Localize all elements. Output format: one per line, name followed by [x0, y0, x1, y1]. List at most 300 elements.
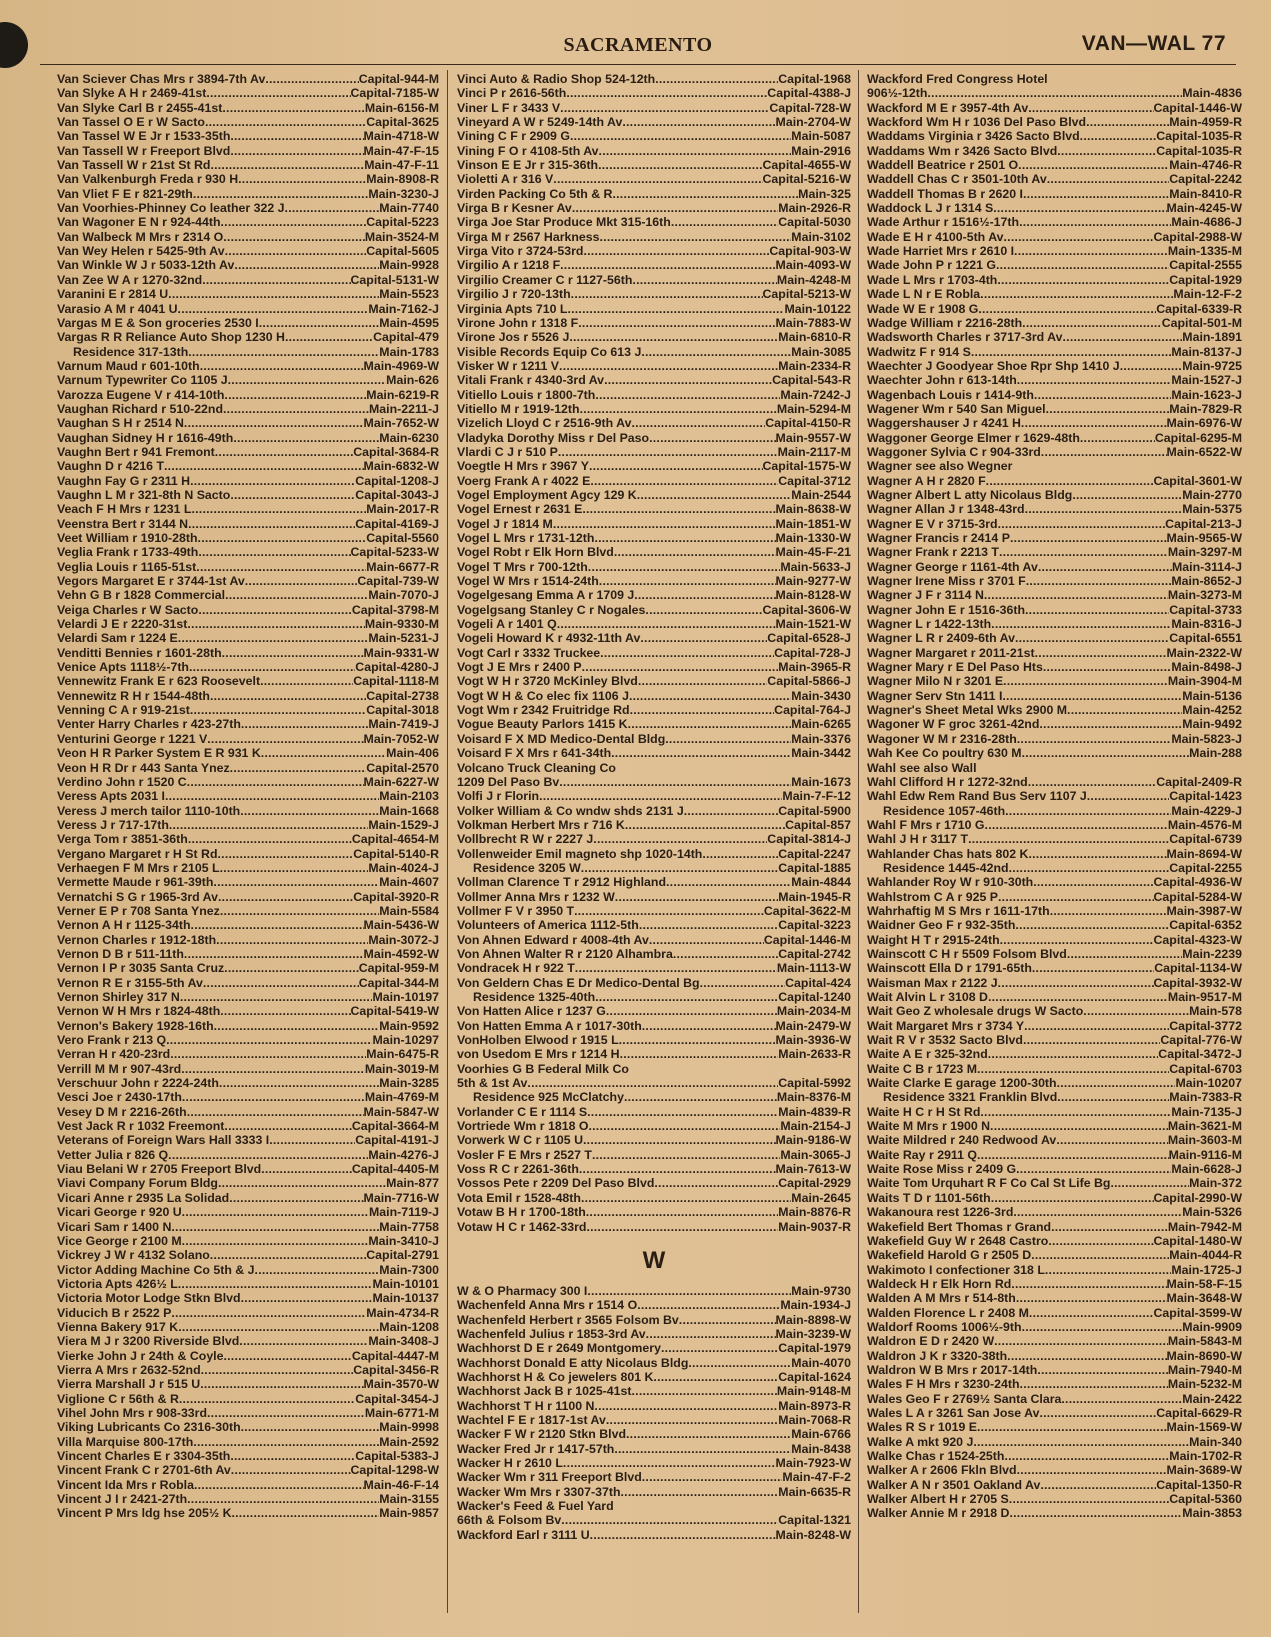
listing-entry: [457, 746, 851, 760]
listing-name: 1209 Del Paso Bv: [457, 774, 560, 789]
listing-phone: Capital-4150-R: [765, 416, 851, 431]
listing-phone: Main-3603-M: [1167, 1133, 1242, 1148]
listing-entry: [57, 1090, 439, 1104]
leader-dots: [998, 976, 1154, 990]
listing-phone: Capital-3712: [778, 473, 851, 488]
leader-dots: [580, 402, 777, 416]
listing-phone: Capital-944-M: [358, 72, 439, 86]
listing-entry: [457, 1384, 851, 1398]
listing-entry: [57, 1478, 439, 1492]
listing-entry: [867, 732, 1242, 746]
listing-entry: [457, 918, 851, 932]
listing-phone: Main-1521-W: [775, 617, 851, 632]
leader-dots: [285, 330, 373, 344]
listing-phone: Capital-2555: [1169, 258, 1242, 273]
leader-dots: [977, 1062, 1169, 1076]
listing-phone: Main-5294-M: [776, 401, 851, 416]
listing-entry: [57, 1449, 439, 1463]
leader-dots: [639, 918, 778, 932]
leader-dots: [590, 1528, 776, 1542]
listing-entry: [867, 531, 1242, 545]
listing-entry: [867, 144, 1242, 158]
listing-phone: Main-47-F-11: [364, 158, 439, 173]
leader-dots: [1025, 603, 1169, 617]
listing-entry: [457, 933, 851, 947]
listing-phone: Main-3965-R: [778, 660, 851, 675]
listing-name: Vaughn L M r 321-8th N Sacto: [57, 487, 231, 502]
listing-entry: [57, 316, 439, 330]
leader-dots: [581, 861, 779, 875]
listing-name: Veenstra Bert r 3144 N: [57, 516, 189, 531]
listing-entry: [57, 1406, 439, 1420]
listing-phone: Main-9330-M: [364, 617, 439, 632]
listing-column-3: [867, 72, 1242, 1609]
listing-phone: Main-6227-W: [363, 774, 439, 789]
leader-dots: [1004, 1449, 1169, 1463]
listing-name: Van Winkle W J r 5033-12th Av: [57, 258, 235, 273]
leader-dots: [988, 1047, 1159, 1061]
listing-entry: [867, 617, 1242, 631]
listing-phone: Capital-5233-W: [350, 545, 439, 560]
listing-phone: Main-1330-W: [775, 531, 851, 545]
leader-dots: [649, 933, 764, 947]
listing-name: Volunteers of America 1112-5th: [457, 918, 639, 933]
listing-entry: [57, 244, 439, 258]
leader-dots: [224, 1119, 351, 1133]
leader-dots: [991, 617, 1171, 631]
listing-entry: [57, 761, 439, 775]
listing-phone: Capital-857: [785, 817, 851, 832]
listing-name: 66th & Folsom Bv: [457, 1513, 562, 1528]
leader-dots: [567, 302, 784, 316]
listing-phone: Capital-3601-W: [1153, 473, 1242, 488]
listing-name: Wagner Irene Miss r 3701 F: [867, 574, 1026, 589]
leader-dots: [980, 1105, 1171, 1119]
listing-name: Wagoner W F groc 3261-42nd: [867, 717, 1040, 732]
leader-dots: [991, 1191, 1154, 1205]
leader-dots: [223, 1349, 351, 1363]
listing-entry: [867, 1062, 1242, 1076]
listing-entry: [457, 1284, 851, 1298]
listing-entry: [867, 86, 1242, 100]
leader-dots: [988, 990, 1168, 1004]
listing-name: Vincent Frank C r 2701-6th Av: [57, 1463, 231, 1478]
leader-dots: [583, 1133, 776, 1147]
listing-name: Van Tassell W r 21st St Rd: [57, 158, 211, 173]
listing-name: Vaughn D r 4216 T: [57, 459, 165, 474]
listing-phone: Main-6230: [379, 430, 439, 445]
listing-name: Vernon Shirley 317 N: [57, 990, 180, 1004]
leader-dots: [224, 388, 366, 402]
listing-phone: Main-7758: [379, 1219, 439, 1234]
leader-dots: [218, 847, 354, 861]
listing-name: Wade W E r 1908 G: [867, 301, 979, 316]
listing-name: Victoria Motor Lodge Stkn Blvd: [57, 1291, 241, 1306]
listing-name: Waddell Chas C r 3501-10th Av: [867, 172, 1047, 187]
leader-dots: [1067, 947, 1182, 961]
listing-name: Vegors Margaret E r 3744-1st Av: [57, 574, 245, 589]
listing-entry: [57, 302, 439, 316]
leader-dots: [595, 388, 780, 402]
leader-dots: [1017, 732, 1172, 746]
listing-phone: Main-5232-M: [1167, 1377, 1242, 1392]
leader-dots: [245, 574, 358, 588]
listing-phone: Capital-5383-J: [355, 1449, 439, 1463]
listing-name: Wahl J H r 3117 T: [867, 832, 969, 847]
listing-entry: [457, 574, 851, 588]
listing-name: Waggoner Sylvia C r 904-33rd: [867, 444, 1041, 459]
listing-entry: [57, 904, 439, 918]
listing-name: Verschuur John r 2224-24th: [57, 1076, 219, 1091]
listing-entry: [457, 847, 851, 861]
leader-dots: [168, 287, 379, 301]
leader-dots: [1028, 775, 1157, 789]
listing-entry: [457, 1470, 851, 1484]
leader-dots: [630, 703, 775, 717]
listing-phone: Main-5326: [1182, 1205, 1242, 1220]
leader-dots: [206, 86, 350, 100]
listing-name: Virden Packing Co 5th & R: [457, 186, 613, 201]
listing-entry: [457, 961, 851, 975]
listing-entry: [867, 1334, 1242, 1348]
listing-phone: Capital-1350-R: [1156, 1477, 1242, 1492]
leader-dots: [996, 258, 1169, 272]
listing-entry: [867, 1263, 1242, 1277]
listing-name: Vineyard A W r 5249-14th Av: [457, 115, 623, 130]
leader-dots: [1057, 1076, 1176, 1090]
listing-phone: Main-9998: [379, 1420, 439, 1435]
leader-dots: [1017, 373, 1172, 387]
listing-name: Vinci P r 2616-56th: [457, 86, 567, 101]
listing-entry: [57, 1248, 439, 1262]
listing-phone: Main-2704-W: [775, 115, 851, 130]
listing-phone: Capital-1134-W: [1154, 961, 1242, 976]
listing-entry: [57, 1176, 439, 1190]
listing-phone: Capital-4447-M: [351, 1348, 439, 1363]
leader-dots: [182, 1090, 365, 1104]
leader-dots: [210, 158, 364, 172]
listing-phone: Main-7419-J: [368, 717, 439, 732]
leader-dots: [1013, 1205, 1182, 1219]
listing-name: Residence 925 McClatchy: [473, 1090, 624, 1105]
listing-name: Votaw B H r 1700-18th: [457, 1205, 586, 1220]
listing-name: Verner E P r 708 Santa Ynez: [57, 903, 220, 918]
listing-phone: Main-2916: [791, 143, 851, 158]
listing-entry: [867, 115, 1242, 129]
listing-phone: Capital-3456-R: [353, 1362, 439, 1377]
leader-dots: [187, 1105, 364, 1119]
leader-dots: [239, 1334, 368, 1348]
listing-phone: Main-4836: [1182, 86, 1242, 101]
leader-dots: [168, 1148, 368, 1162]
listing-name: Waite Tom Urquhart R F Co Cal St Life Bg: [867, 1176, 1111, 1191]
listing-entry: [457, 1162, 851, 1176]
listing-phone: Main-9725: [1182, 358, 1242, 373]
listing-phone: Main-7-F-12: [782, 789, 851, 804]
listing-entry: [867, 588, 1242, 602]
listing-entry: [57, 502, 439, 516]
listing-phone: Main-7070-J: [368, 588, 439, 603]
listing-phone: Capital-2570: [366, 760, 439, 775]
listing-phone: Capital-3920-R: [353, 889, 439, 904]
leader-dots: [179, 1392, 355, 1406]
listing-entry: [867, 201, 1242, 215]
leader-dots: [1011, 1277, 1166, 1291]
leader-dots: [233, 431, 379, 445]
leader-dots: [973, 1435, 1189, 1449]
listing-name: Waddell Thomas B r 2620 I: [867, 186, 1023, 201]
listing-entry: [457, 115, 851, 129]
listing-entry: [867, 775, 1242, 789]
listing-name: Varozza Eugene V r 414-10th: [57, 387, 225, 402]
leader-dots: [188, 832, 352, 846]
leader-dots: [604, 373, 772, 387]
leader-dots: [1000, 933, 1154, 947]
listing-entry: [57, 474, 439, 488]
listing-name: Venice Apts 1118½-7th: [57, 660, 189, 675]
leader-dots: [241, 717, 368, 731]
listing-phone: Main-10207: [1175, 1076, 1242, 1091]
leader-dots: [165, 789, 379, 803]
leader-dots: [559, 775, 791, 789]
listing-phone: Main-1851-W: [775, 516, 851, 531]
listing-phone: Capital-5140-R: [353, 846, 439, 861]
leader-dots: [673, 947, 778, 961]
listing-name: Vollmer Anna Mrs r 1232 W: [457, 889, 615, 904]
leader-dots: [181, 1062, 365, 1076]
listing-phone: Capital-2742: [778, 946, 851, 961]
listing-name: Wagner J F r 3114 N: [867, 588, 984, 603]
listing-phone: Capital-3622-M: [763, 903, 851, 918]
listing-phone: Main-1623-J: [1171, 387, 1242, 402]
listing-phone: Capital-6703: [1169, 1061, 1242, 1076]
listing-phone: Main-6766: [791, 1427, 851, 1442]
listing-phone: Main-5136: [1182, 688, 1242, 703]
listing-entry: [867, 373, 1242, 387]
listing-name: Wagoner W M r 2316-28th: [867, 731, 1017, 746]
listing-entry: [57, 875, 439, 889]
leader-dots: [582, 502, 775, 516]
listing-name: Wahlander Roy W r 910-30th: [867, 875, 1034, 890]
listing-entry: [457, 488, 851, 502]
listing-name: Wacker Wm r 311 Freeport Blvd: [457, 1470, 642, 1485]
leader-dots: [234, 258, 379, 272]
listing-entry: [457, 1076, 851, 1090]
listing-name: Vargas R R Reliance Auto Shop 1230 H: [57, 330, 285, 345]
listing-entry: [457, 674, 851, 688]
leader-dots: [619, 1033, 776, 1047]
listing-entry: [457, 215, 851, 229]
listing-entry: [867, 359, 1242, 373]
listing-name: Veon H R Parker System E R 931 K: [57, 746, 261, 761]
listing-phone: Main-47-F-15: [363, 143, 439, 158]
listing-entry: [457, 158, 851, 172]
listing-phone: Main-4839-R: [778, 1104, 851, 1119]
listing-phone: Capital-6528-J: [767, 631, 851, 646]
listing-name: Wade L Mrs r 1703-4th: [867, 272, 998, 287]
listing-entry: [867, 1291, 1242, 1305]
listing-entry: [457, 345, 851, 359]
listing-phone: Capital-1423: [1169, 789, 1242, 804]
leader-dots: [241, 1291, 373, 1305]
leader-dots: [560, 258, 775, 272]
listing-entry: [867, 1277, 1242, 1291]
listing-phone: Capital-4191-J: [355, 1133, 439, 1148]
leader-dots: [998, 890, 1153, 904]
listing-phone: Main-4746-R: [1169, 158, 1242, 173]
listing-name: Vollmer F V r 3950 T: [457, 903, 575, 918]
listing-name: Wait Margaret Mrs r 3734 Y: [867, 1018, 1025, 1033]
leader-dots: [1083, 1004, 1189, 1018]
leader-dots: [1080, 431, 1155, 445]
listing-entry: [457, 388, 851, 402]
listing-entry: [457, 459, 851, 473]
listing-phone: Main-2544: [791, 487, 851, 502]
listing-phone: Capital-5223: [366, 215, 439, 230]
listing-phone: Capital-1446-W: [1153, 100, 1242, 115]
listing-entry: [867, 646, 1242, 660]
leader-dots: [558, 445, 778, 459]
listing-name: Wainscott C H r 5509 Folsom Blvd: [867, 946, 1067, 961]
leader-dots: [205, 115, 366, 129]
leader-dots: [191, 918, 364, 932]
leader-dots: [998, 517, 1166, 531]
listing-name: Waggershauser J r 4241 H: [867, 416, 1021, 431]
listing-entry: [457, 201, 851, 215]
listing-name: Wadge William r 2216-28th: [867, 315, 1023, 330]
listing-entry: [57, 890, 439, 904]
leader-dots: [1017, 1463, 1167, 1477]
leader-dots: [164, 459, 364, 473]
listing-entry: [457, 1090, 851, 1104]
leader-dots: [229, 1191, 363, 1205]
listing-name: Voegtle H Mrs r 3967 Y: [457, 459, 589, 474]
leader-dots: [1034, 388, 1171, 402]
listing-name: Walker Annie M r 2918 D: [867, 1506, 1010, 1521]
listing-entry: [457, 631, 851, 645]
listing-entry: [57, 158, 439, 172]
leader-dots: [1050, 904, 1167, 918]
leader-dots: [653, 1370, 778, 1384]
leader-dots: [1033, 875, 1153, 889]
listing-entry: [457, 775, 851, 789]
listing-phone: Main-7923-W: [775, 1455, 851, 1470]
listing-entry: [867, 717, 1242, 731]
listing-name: Visker W r 1211 V: [457, 358, 560, 373]
leader-dots: [1046, 402, 1170, 416]
listing-phone: Main-1891: [1182, 330, 1242, 345]
leader-dots: [1041, 445, 1167, 459]
listing-entry: [867, 1105, 1242, 1119]
listing-entry: [57, 72, 439, 86]
leader-dots: [193, 1435, 379, 1449]
listing-name: Wah Kee Co poultry 630 M: [867, 746, 1022, 761]
leader-dots: [600, 230, 792, 244]
listing-phone: Main-6976-W: [1166, 416, 1242, 431]
listing-entry: [57, 1392, 439, 1406]
leader-dots: [1002, 689, 1182, 703]
leader-dots: [594, 531, 775, 545]
listing-name: Van Sciever Chas Mrs r 3894-7th Av: [57, 72, 266, 86]
listing-phone: Main-3297-M: [1167, 545, 1242, 560]
listing-phone: Main-9909: [1182, 1319, 1242, 1334]
listing-entry: [457, 1105, 851, 1119]
listing-phone: Main-7883-W: [775, 315, 851, 330]
column-divider: [447, 70, 448, 1613]
leader-dots: [632, 1384, 777, 1398]
listing-phone: Main-3155: [379, 1492, 439, 1507]
leader-dots: [592, 1148, 780, 1162]
leader-dots: [184, 947, 364, 961]
listing-phone: Main-4248-M: [776, 272, 851, 287]
listing-entry: [457, 1004, 851, 1018]
leader-dots: [200, 359, 364, 373]
listing-entry: [867, 1148, 1242, 1162]
listing-name: Van Wagoner E N r 924-44th: [57, 215, 221, 230]
listing-phone: Main-325: [798, 186, 851, 201]
listing-name: Waldorf Rooms 1006½-9th: [867, 1319, 1022, 1334]
listing-name: Vortriede Wm r 1818 O: [457, 1119, 589, 1134]
listing-entry: [867, 1133, 1242, 1147]
listing-name: Walker A r 2606 Fkln Blvd: [867, 1463, 1017, 1478]
leader-dots: [220, 1004, 350, 1018]
leader-dots: [210, 1248, 366, 1262]
listing-entry: [57, 1435, 439, 1449]
leader-dots: [187, 775, 364, 789]
listing-phone: Capital-4388-J: [767, 86, 851, 101]
listing-phone: Main-9565-W: [1166, 531, 1242, 545]
listing-name: Vihel John Mrs r 908-33rd: [57, 1405, 208, 1420]
listing-entry: [867, 1420, 1242, 1434]
listing-name: Vondracek H r 922 T: [457, 961, 575, 976]
listing-entry: [457, 617, 851, 631]
listing-name: Verran H r 420-23rd: [57, 1047, 171, 1062]
listing-name: Wagner Albert L atty Nicolaus Bldg: [867, 487, 1073, 502]
listing-phone: Main-3570-W: [363, 1377, 439, 1392]
listing-phone: Main-7052-W: [363, 731, 439, 746]
leader-dots: [566, 86, 767, 100]
listing-entry: [457, 890, 851, 904]
listing-phone: Main-4252: [1182, 703, 1242, 718]
listing-name: Waechter John r 613-14th: [867, 373, 1017, 388]
listing-entry: [867, 1492, 1242, 1506]
leader-dots: [582, 660, 779, 674]
listing-phone: Capital-6739: [1169, 832, 1242, 847]
listing-entry: [57, 201, 439, 215]
leader-dots: [977, 1420, 1167, 1434]
leader-dots: [984, 588, 1168, 602]
listing-phone: Main-8638-W: [775, 502, 851, 517]
listing-phone: Capital-2242: [1169, 172, 1242, 187]
listing-name: Vogel L Mrs r 1731-12th: [457, 531, 595, 545]
listing-name: Velardi J E r 2220-31st: [57, 617, 188, 632]
listing-entry: [457, 244, 851, 258]
leader-dots: [190, 703, 366, 717]
page-range: VAN—WAL 77: [1081, 32, 1226, 55]
listing-entry: [57, 947, 439, 961]
listing-entry: [457, 1119, 851, 1133]
listing-phone: Capital-1575-W: [762, 459, 851, 474]
leader-dots: [1007, 1349, 1166, 1363]
listing-phone: Capital-5560: [366, 531, 439, 545]
leader-dots: [586, 1220, 778, 1234]
listing-entry: [867, 660, 1242, 674]
leader-dots: [629, 689, 791, 703]
listing-name: Wagner John E r 1516-36th: [867, 602, 1025, 617]
leader-dots: [219, 1076, 379, 1090]
listing-name: Vollbrecht R W r 2227 J: [457, 832, 594, 847]
listing-name: Vaughan Sidney H r 1616-49th: [57, 430, 234, 445]
